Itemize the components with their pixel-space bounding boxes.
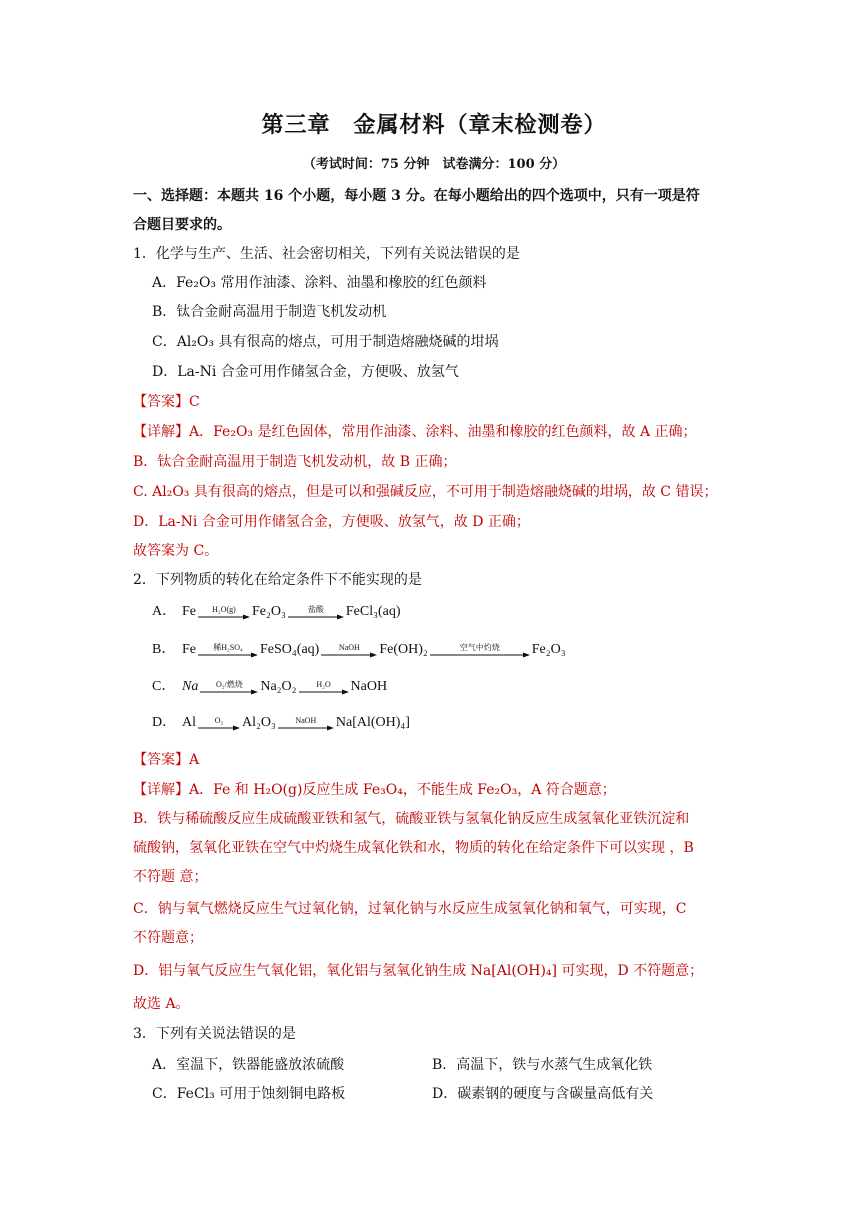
option-label: C． [152,679,176,694]
question-1-detail: D．La-Ni 合金可用作储氢合金，方便吸、放氢气，故 D 正确； [133,514,530,530]
species: FeCl₃(aq) [345,604,401,619]
question-2-detail: 硫酸钠，氢氧化亚铁在空气中灼烧生成氧化铁和水，物质的转化在给定条件下可以实现 ，B [133,840,694,856]
question-3-option-b: B．高温下，铁与水蒸气生成氧化铁 [432,1057,653,1073]
section-heading: 一、选择题：本题共 16 个小题，每小题 3 分。在每小题给出的四个选项中，只有一项是符 [133,188,700,204]
question-1-stem: 1．化学与生产、生活、社会密切相关，下列有关说法错误的是 [133,246,520,262]
arrow-icon [299,689,349,695]
reaction-condition: O₂ [214,715,224,725]
arrow-icon [278,725,334,731]
reaction-condition: H₂O(g) [212,604,236,614]
question-2-option-d [152,713,410,733]
arrow-icon [200,689,258,695]
arrow-icon [198,652,258,658]
reaction-condition: NaOH [295,715,317,725]
question-2-detail: D．铝与氧气反应生气氧化铝，氧化铝与氢氧化钠生成 Na[Al(OH)₄] 可实现，D 不符题意； [133,963,704,979]
species: Fe₂O₃ [252,604,286,619]
reaction-arrow [198,716,240,731]
reaction-condition: O₂/燃烧 [215,679,243,689]
reaction-condition: 空气中灼烧 [459,642,500,652]
question-1-option-b: B．钛合金耐高温用于制造飞机发动机 [152,304,387,320]
question-3-option-c: C．FeCl₃ 可用于蚀刻铜电路板 [152,1086,346,1102]
question-2-option-a [152,602,401,622]
question-2-option-c [152,677,387,697]
question-2-detail: 故选 A。 [133,996,190,1012]
question-1-detail: B．钛合金耐高温用于制造飞机发动机，故 B 正确； [133,454,457,470]
question-2-detail: 【详解】A．Fe 和 H₂O(g)反应生成 Fe₃O₄，不能生成 Fe₂O₃，A 符合题意； [133,782,616,798]
species: Na₂O₂ [260,679,297,694]
arrow-icon [198,614,250,620]
question-1-option-c: C．Al₂O₃ 具有很高的熔点，可用于制造熔融烧碱的坩埚 [152,334,499,350]
reaction-arrow [200,680,258,695]
reaction-arrow [198,643,258,658]
arrow-icon [198,725,240,731]
question-1-answer: 【答案】C [133,394,200,410]
arrow-icon [321,652,377,658]
section-heading-cont: 合题目要求的。 [133,217,231,233]
arrow-icon [430,652,530,658]
reaction-arrow [299,680,349,695]
species: Na[Al(OH)₄] [335,715,410,730]
species: FeSO₄(aq) [260,642,320,657]
reaction-arrow [430,643,530,658]
question-2-stem: 2．下列物质的转化在给定条件下不能实现的是 [133,572,422,588]
exam-info: （考试时间：75 分钟 试卷满分：100 分） [302,157,566,172]
reaction-arrow [321,643,377,658]
question-1-detail: 故答案为 C。 [133,543,219,559]
arrow-icon [288,614,344,620]
species: Al₂O₃ [242,715,276,730]
question-2-detail: B．铁与稀硫酸反应生成硫酸亚铁和氢气，硫酸亚铁与氢氧化钠反应生成氢氧化亚铁沉淀和 [133,811,690,827]
question-1-option-a: A．Fe₂O₃ 常用作油漆、涂料、油墨和橡胶的红色颜料 [152,275,487,291]
question-2-detail: C．钠与氧气燃烧反应生气过氧化钠，过氧化钠与水反应生成氢氧化钠和氧气，可实现，C [133,901,687,917]
species: Na [182,679,199,694]
option-label: D． [152,715,177,730]
reaction-arrow [278,716,334,731]
reaction-condition: NaOH [338,642,360,652]
option-label: B． [152,642,176,657]
option-label: A． [152,604,177,619]
reaction-arrow [198,605,250,620]
species: Fe [182,604,196,619]
question-2-detail: 不符题 意； [133,869,208,885]
question-1-option-d: D．La-Ni 合金可用作储氢合金，方便吸、放氢气 [152,364,459,380]
species: Fe [182,642,196,657]
reaction-condition: 稀H₂SO₄ [213,642,243,652]
reaction-arrow [288,605,344,620]
question-3-option-a: A．室温下，铁器能盛放浓硫酸 [152,1057,345,1073]
question-2-option-b [152,640,566,660]
species: Fe₂O₃ [531,642,566,657]
species: NaOH [350,679,388,694]
question-2-answer: 【答案】A [133,752,200,768]
reaction-condition: H₂O [316,679,331,689]
species: Fe(OH)₂ [379,642,428,657]
question-3-stem: 3．下列有关说法错误的是 [133,1026,296,1042]
question-1-detail: 【详解】A．Fe₂O₃ 是红色固体，常用作油漆、涂料、油墨和橡胶的红色颜料，故 A 正确； [133,424,697,440]
page-title: 第三章 金属材料（章末检测卷） [261,112,607,138]
species: Al [182,715,196,730]
question-2-detail: 不符题意； [133,930,203,946]
question-1-detail: C. Al₂O₃ 具有很高的熔点，但是可以和强碱反应，不可用于制造熔融烧碱的坩埚，故 C 错误； [133,484,718,500]
reaction-condition: 盐酸 [307,604,324,614]
question-3-option-d: D．碳素钢的硬度与含碳量高低有关 [432,1086,654,1102]
